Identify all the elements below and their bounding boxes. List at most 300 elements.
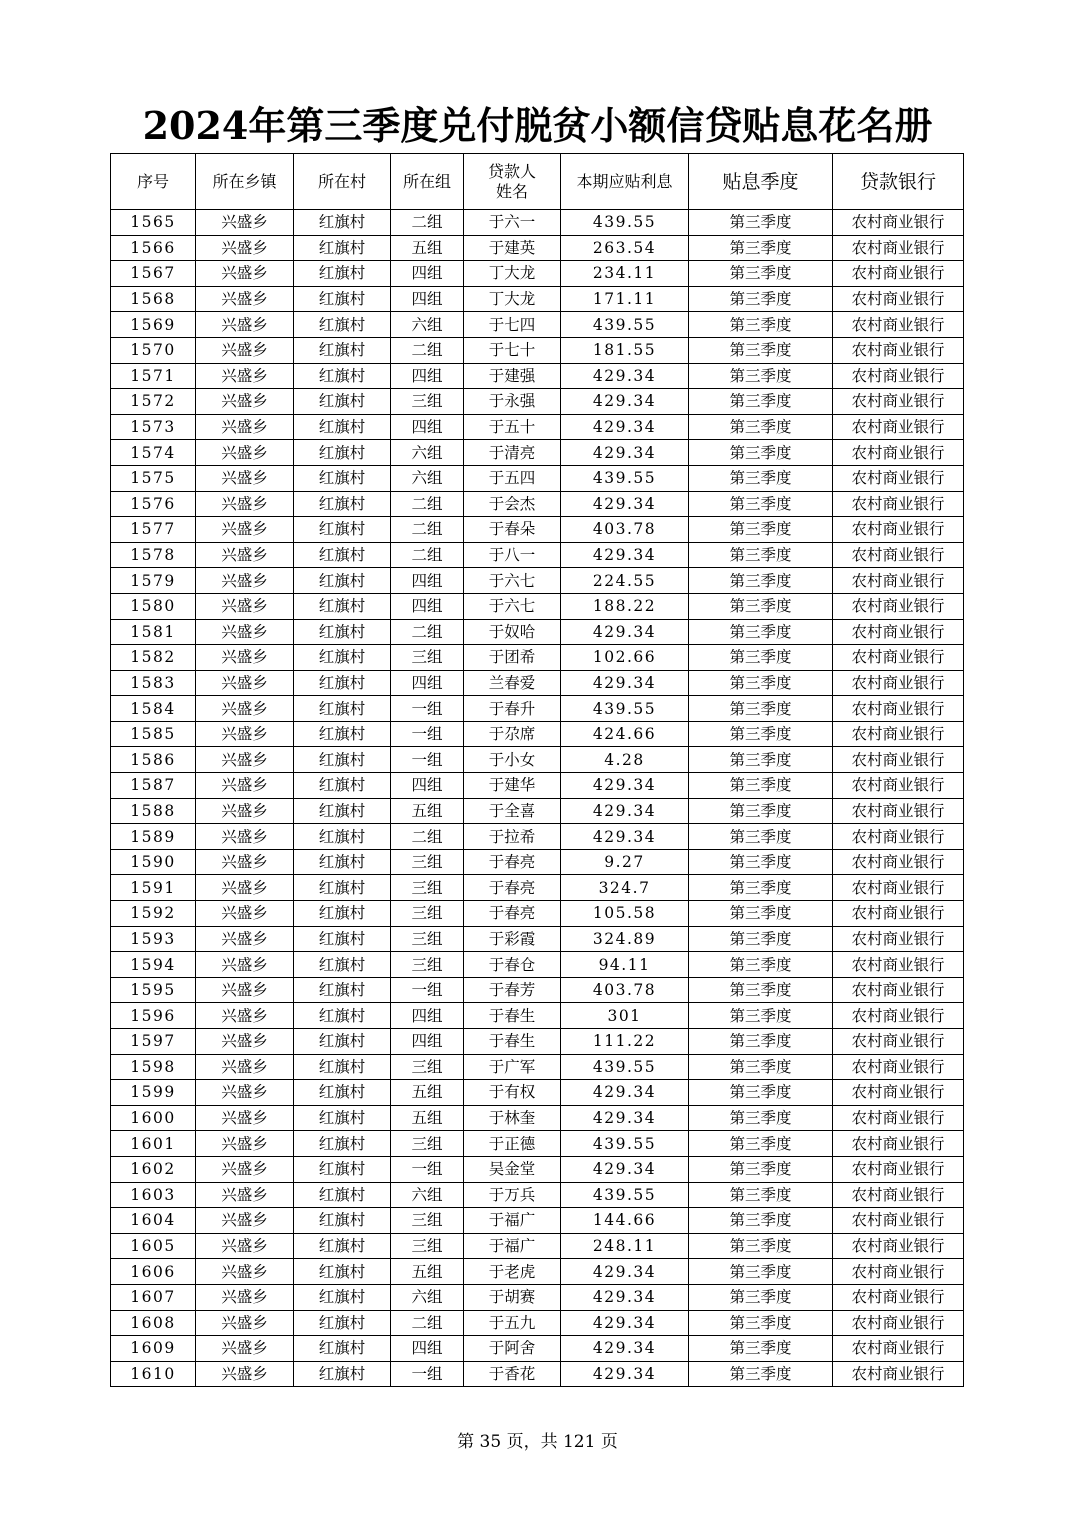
group-cell: 一组 (391, 1361, 464, 1387)
table-row (111, 1080, 964, 1106)
seq-cell: 1587 (111, 773, 196, 799)
borrower-name-cell: 于团希 (464, 645, 561, 671)
group-cell: 四组 (391, 1003, 464, 1029)
township-cell: 兴盛乡 (196, 1080, 294, 1106)
quarter-cell: 第三季度 (689, 261, 833, 287)
bank-cell: 农村商业银行 (833, 1029, 964, 1055)
roster-table (110, 153, 964, 1387)
quarter-cell: 第三季度 (689, 1054, 833, 1080)
bank-cell: 农村商业银行 (833, 210, 964, 236)
seq-cell: 1601 (111, 1131, 196, 1157)
borrower-name-cell: 于五四 (464, 465, 561, 491)
quarter-cell: 第三季度 (689, 312, 833, 338)
borrower-name-cell: 于福广 (464, 1208, 561, 1234)
bank-cell: 农村商业银行 (833, 1182, 964, 1208)
table-row (111, 977, 964, 1003)
village-cell: 红旗村 (294, 1131, 391, 1157)
group-cell: 二组 (391, 517, 464, 543)
bank-cell: 农村商业银行 (833, 1131, 964, 1157)
township-cell: 兴盛乡 (196, 312, 294, 338)
village-cell: 红旗村 (294, 1336, 391, 1362)
table-row (111, 1054, 964, 1080)
interest-cell: 439.55 (561, 1182, 689, 1208)
quarter-cell: 第三季度 (689, 414, 833, 440)
bank-cell: 农村商业银行 (833, 312, 964, 338)
bank-cell: 农村商业银行 (833, 568, 964, 594)
bank-cell: 农村商业银行 (833, 389, 964, 415)
township-cell: 兴盛乡 (196, 542, 294, 568)
group-cell: 三组 (391, 1131, 464, 1157)
village-cell: 红旗村 (294, 235, 391, 261)
seq-cell: 1604 (111, 1208, 196, 1234)
bank-cell: 农村商业银行 (833, 542, 964, 568)
table-row (111, 389, 964, 415)
quarter-cell: 第三季度 (689, 517, 833, 543)
quarter-cell: 第三季度 (689, 747, 833, 773)
borrower-name-cell: 于春仓 (464, 952, 561, 978)
township-cell: 兴盛乡 (196, 824, 294, 850)
seq-cell: 1597 (111, 1029, 196, 1055)
borrower-name-cell: 于香花 (464, 1361, 561, 1387)
interest-cell: 429.34 (561, 363, 689, 389)
group-cell: 二组 (391, 491, 464, 517)
group-cell: 四组 (391, 593, 464, 619)
bank-cell: 农村商业银行 (833, 593, 964, 619)
bank-cell: 农村商业银行 (833, 1284, 964, 1310)
township-cell: 兴盛乡 (196, 798, 294, 824)
interest-cell: 188.22 (561, 593, 689, 619)
bank-cell: 农村商业银行 (833, 286, 964, 312)
bank-cell: 农村商业银行 (833, 1003, 964, 1029)
table-row (111, 210, 964, 236)
borrower-name-cell: 于全喜 (464, 798, 561, 824)
township-cell: 兴盛乡 (196, 619, 294, 645)
group-cell: 三组 (391, 1054, 464, 1080)
group-cell: 五组 (391, 1080, 464, 1106)
township-cell: 兴盛乡 (196, 977, 294, 1003)
group-cell: 三组 (391, 901, 464, 927)
village-cell: 红旗村 (294, 1284, 391, 1310)
seq-cell: 1594 (111, 952, 196, 978)
seq-cell: 1590 (111, 849, 196, 875)
interest-cell: 429.34 (561, 619, 689, 645)
group-cell: 四组 (391, 286, 464, 312)
seq-cell: 1585 (111, 721, 196, 747)
seq-cell: 1572 (111, 389, 196, 415)
table-row (111, 824, 964, 850)
group-cell: 四组 (391, 414, 464, 440)
village-cell: 红旗村 (294, 773, 391, 799)
quarter-cell: 第三季度 (689, 952, 833, 978)
borrower-name-cell: 于万兵 (464, 1182, 561, 1208)
interest-cell: 111.22 (561, 1029, 689, 1055)
seq-cell: 1566 (111, 235, 196, 261)
borrower-name-cell: 于胡赛 (464, 1284, 561, 1310)
page-title: 2024年第三季度兑付脱贫小额信贷贴息花名册 (142, 103, 933, 148)
bank-cell: 农村商业银行 (833, 465, 964, 491)
borrower-name-cell: 于清亮 (464, 440, 561, 466)
group-cell: 二组 (391, 1310, 464, 1336)
village-cell: 红旗村 (294, 210, 391, 236)
seq-cell: 1589 (111, 824, 196, 850)
interest-cell: 429.34 (561, 389, 689, 415)
village-cell: 红旗村 (294, 465, 391, 491)
township-cell: 兴盛乡 (196, 696, 294, 722)
interest-cell: 429.34 (561, 440, 689, 466)
seq-cell: 1570 (111, 337, 196, 363)
village-cell: 红旗村 (294, 1182, 391, 1208)
borrower-name-cell: 于正德 (464, 1131, 561, 1157)
village-cell: 红旗村 (294, 491, 391, 517)
quarter-cell: 第三季度 (689, 977, 833, 1003)
village-cell: 红旗村 (294, 849, 391, 875)
seq-cell: 1609 (111, 1336, 196, 1362)
bank-cell: 农村商业银行 (833, 747, 964, 773)
borrower-name-cell: 于会杰 (464, 491, 561, 517)
village-cell: 红旗村 (294, 593, 391, 619)
seq-cell: 1584 (111, 696, 196, 722)
borrower-name-cell: 于五十 (464, 414, 561, 440)
table-row (111, 747, 964, 773)
interest-cell: 429.34 (561, 773, 689, 799)
bank-cell: 农村商业银行 (833, 440, 964, 466)
quarter-cell: 第三季度 (689, 1336, 833, 1362)
village-cell: 红旗村 (294, 875, 391, 901)
table-row (111, 568, 964, 594)
group-cell: 三组 (391, 926, 464, 952)
bank-cell: 农村商业银行 (833, 645, 964, 671)
seq-cell: 1607 (111, 1284, 196, 1310)
township-cell: 兴盛乡 (196, 1182, 294, 1208)
village-cell: 红旗村 (294, 542, 391, 568)
table-row (111, 1156, 964, 1182)
bank-cell: 农村商业银行 (833, 849, 964, 875)
interest-cell: 324.89 (561, 926, 689, 952)
interest-cell: 439.55 (561, 210, 689, 236)
quarter-cell: 第三季度 (689, 286, 833, 312)
quarter-cell: 第三季度 (689, 773, 833, 799)
quarter-cell: 第三季度 (689, 645, 833, 671)
group-cell: 四组 (391, 363, 464, 389)
column-header-seq: 序号 (111, 154, 196, 210)
quarter-cell: 第三季度 (689, 926, 833, 952)
table-row (111, 670, 964, 696)
quarter-cell: 第三季度 (689, 337, 833, 363)
table-row (111, 1029, 964, 1055)
quarter-cell: 第三季度 (689, 721, 833, 747)
township-cell: 兴盛乡 (196, 568, 294, 594)
village-cell: 红旗村 (294, 1003, 391, 1029)
borrower-name-cell: 于五九 (464, 1310, 561, 1336)
interest-cell: 263.54 (561, 235, 689, 261)
table-body (111, 210, 964, 1387)
group-cell: 二组 (391, 619, 464, 645)
table-row (111, 542, 964, 568)
borrower-name-cell: 于春升 (464, 696, 561, 722)
seq-cell: 1595 (111, 977, 196, 1003)
interest-cell: 429.34 (561, 1336, 689, 1362)
quarter-cell: 第三季度 (689, 1105, 833, 1131)
seq-cell: 1591 (111, 875, 196, 901)
seq-cell: 1580 (111, 593, 196, 619)
group-cell: 四组 (391, 1029, 464, 1055)
township-cell: 兴盛乡 (196, 1208, 294, 1234)
seq-cell: 1608 (111, 1310, 196, 1336)
quarter-cell: 第三季度 (689, 363, 833, 389)
table-row (111, 261, 964, 287)
quarter-cell: 第三季度 (689, 465, 833, 491)
group-cell: 六组 (391, 1182, 464, 1208)
interest-cell: 102.66 (561, 645, 689, 671)
township-cell: 兴盛乡 (196, 952, 294, 978)
table-row (111, 721, 964, 747)
borrower-name-cell: 于广军 (464, 1054, 561, 1080)
interest-cell: 94.11 (561, 952, 689, 978)
page-footer: 第 35 页，共 121 页 (457, 1432, 618, 1452)
interest-cell: 439.55 (561, 465, 689, 491)
interest-cell: 429.34 (561, 670, 689, 696)
quarter-cell: 第三季度 (689, 210, 833, 236)
borrower-name-cell: 于七四 (464, 312, 561, 338)
group-cell: 三组 (391, 1208, 464, 1234)
bank-cell: 农村商业银行 (833, 798, 964, 824)
township-cell: 兴盛乡 (196, 773, 294, 799)
interest-cell: 424.66 (561, 721, 689, 747)
village-cell: 红旗村 (294, 696, 391, 722)
borrower-name-cell: 于春朵 (464, 517, 561, 543)
seq-cell: 1596 (111, 1003, 196, 1029)
township-cell: 兴盛乡 (196, 414, 294, 440)
township-cell: 兴盛乡 (196, 235, 294, 261)
borrower-name-cell: 于六七 (464, 568, 561, 594)
village-cell: 红旗村 (294, 389, 391, 415)
bank-cell: 农村商业银行 (833, 926, 964, 952)
interest-cell: 234.11 (561, 261, 689, 287)
table-row (111, 1003, 964, 1029)
seq-cell: 1598 (111, 1054, 196, 1080)
village-cell: 红旗村 (294, 721, 391, 747)
township-cell: 兴盛乡 (196, 926, 294, 952)
interest-cell: 301 (561, 1003, 689, 1029)
seq-cell: 1586 (111, 747, 196, 773)
township-cell: 兴盛乡 (196, 1105, 294, 1131)
borrower-name-cell: 于小女 (464, 747, 561, 773)
township-cell: 兴盛乡 (196, 1156, 294, 1182)
group-cell: 三组 (391, 952, 464, 978)
group-cell: 五组 (391, 1259, 464, 1285)
column-header-township: 所在乡镇 (196, 154, 294, 210)
borrower-name-cell: 于六七 (464, 593, 561, 619)
township-cell: 兴盛乡 (196, 286, 294, 312)
village-cell: 红旗村 (294, 645, 391, 671)
township-cell: 兴盛乡 (196, 721, 294, 747)
group-cell: 四组 (391, 670, 464, 696)
table-row (111, 901, 964, 927)
bank-cell: 农村商业银行 (833, 721, 964, 747)
interest-cell: 4.28 (561, 747, 689, 773)
borrower-name-cell: 于七十 (464, 337, 561, 363)
township-cell: 兴盛乡 (196, 440, 294, 466)
township-cell: 兴盛乡 (196, 1361, 294, 1387)
bank-cell: 农村商业银行 (833, 517, 964, 543)
table-row (111, 1259, 964, 1285)
table-row (111, 619, 964, 645)
seq-cell: 1581 (111, 619, 196, 645)
interest-cell: 429.34 (561, 542, 689, 568)
interest-cell: 439.55 (561, 696, 689, 722)
village-cell: 红旗村 (294, 440, 391, 466)
borrower-name-cell: 于阿舍 (464, 1336, 561, 1362)
bank-cell: 农村商业银行 (833, 1259, 964, 1285)
table-row (111, 645, 964, 671)
township-cell: 兴盛乡 (196, 517, 294, 543)
table-row (111, 517, 964, 543)
quarter-cell: 第三季度 (689, 849, 833, 875)
interest-cell: 429.34 (561, 798, 689, 824)
interest-cell: 324.7 (561, 875, 689, 901)
borrower-name-cell: 于老虎 (464, 1259, 561, 1285)
village-cell: 红旗村 (294, 952, 391, 978)
bank-cell: 农村商业银行 (833, 1361, 964, 1387)
group-cell: 三组 (391, 389, 464, 415)
borrower-name-cell: 于尕席 (464, 721, 561, 747)
group-cell: 四组 (391, 568, 464, 594)
township-cell: 兴盛乡 (196, 491, 294, 517)
seq-cell: 1569 (111, 312, 196, 338)
township-cell: 兴盛乡 (196, 875, 294, 901)
table-row (111, 593, 964, 619)
group-cell: 六组 (391, 312, 464, 338)
group-cell: 三组 (391, 875, 464, 901)
village-cell: 红旗村 (294, 1208, 391, 1234)
village-cell: 红旗村 (294, 670, 391, 696)
table-row (111, 1336, 964, 1362)
quarter-cell: 第三季度 (689, 619, 833, 645)
quarter-cell: 第三季度 (689, 1131, 833, 1157)
group-cell: 二组 (391, 210, 464, 236)
village-cell: 红旗村 (294, 568, 391, 594)
table-row (111, 1105, 964, 1131)
quarter-cell: 第三季度 (689, 491, 833, 517)
bank-cell: 农村商业银行 (833, 1233, 964, 1259)
interest-cell: 429.34 (561, 1310, 689, 1336)
seq-cell: 1593 (111, 926, 196, 952)
column-header-bank: 贷款银行 (833, 154, 964, 210)
interest-cell: 403.78 (561, 517, 689, 543)
seq-cell: 1568 (111, 286, 196, 312)
village-cell: 红旗村 (294, 619, 391, 645)
village-cell: 红旗村 (294, 1054, 391, 1080)
interest-cell: 439.55 (561, 1054, 689, 1080)
borrower-name-cell: 于福广 (464, 1233, 561, 1259)
bank-cell: 农村商业银行 (833, 619, 964, 645)
township-cell: 兴盛乡 (196, 593, 294, 619)
township-cell: 兴盛乡 (196, 363, 294, 389)
bank-cell: 农村商业银行 (833, 414, 964, 440)
township-cell: 兴盛乡 (196, 670, 294, 696)
group-cell: 一组 (391, 1156, 464, 1182)
seq-cell: 1583 (111, 670, 196, 696)
interest-cell: 171.11 (561, 286, 689, 312)
interest-cell: 403.78 (561, 977, 689, 1003)
interest-cell: 429.34 (561, 1105, 689, 1131)
seq-cell: 1577 (111, 517, 196, 543)
group-cell: 一组 (391, 747, 464, 773)
group-cell: 三组 (391, 849, 464, 875)
township-cell: 兴盛乡 (196, 465, 294, 491)
bank-cell: 农村商业银行 (833, 1105, 964, 1131)
quarter-cell: 第三季度 (689, 1284, 833, 1310)
village-cell: 红旗村 (294, 1029, 391, 1055)
interest-cell: 429.34 (561, 1259, 689, 1285)
seq-cell: 1599 (111, 1080, 196, 1106)
township-cell: 兴盛乡 (196, 1131, 294, 1157)
table-row (111, 235, 964, 261)
borrower-name-cell: 丁大龙 (464, 261, 561, 287)
group-cell: 二组 (391, 824, 464, 850)
borrower-name-cell: 于六一 (464, 210, 561, 236)
column-header-quarter: 贴息季度 (689, 154, 833, 210)
quarter-cell: 第三季度 (689, 568, 833, 594)
seq-cell: 1610 (111, 1361, 196, 1387)
interest-cell: 248.11 (561, 1233, 689, 1259)
interest-cell: 181.55 (561, 337, 689, 363)
quarter-cell: 第三季度 (689, 1182, 833, 1208)
bank-cell: 农村商业银行 (833, 337, 964, 363)
seq-cell: 1579 (111, 568, 196, 594)
bank-cell: 农村商业银行 (833, 261, 964, 287)
table-row (111, 440, 964, 466)
interest-cell: 429.34 (561, 491, 689, 517)
borrower-name-cell: 于奴哈 (464, 619, 561, 645)
quarter-cell: 第三季度 (689, 1208, 833, 1234)
group-cell: 五组 (391, 798, 464, 824)
quarter-cell: 第三季度 (689, 440, 833, 466)
quarter-cell: 第三季度 (689, 1310, 833, 1336)
table-row (111, 363, 964, 389)
table-row (111, 773, 964, 799)
borrower-name-cell: 于建强 (464, 363, 561, 389)
borrower-name-cell: 于春生 (464, 1003, 561, 1029)
village-cell: 红旗村 (294, 1361, 391, 1387)
seq-cell: 1606 (111, 1259, 196, 1285)
borrower-name-cell: 于永强 (464, 389, 561, 415)
township-cell: 兴盛乡 (196, 645, 294, 671)
quarter-cell: 第三季度 (689, 824, 833, 850)
bank-cell: 农村商业银行 (833, 1208, 964, 1234)
quarter-cell: 第三季度 (689, 542, 833, 568)
quarter-cell: 第三季度 (689, 1156, 833, 1182)
village-cell: 红旗村 (294, 1310, 391, 1336)
table-row (111, 1182, 964, 1208)
village-cell: 红旗村 (294, 414, 391, 440)
seq-cell: 1567 (111, 261, 196, 287)
bank-cell: 农村商业银行 (833, 977, 964, 1003)
quarter-cell: 第三季度 (689, 593, 833, 619)
township-cell: 兴盛乡 (196, 261, 294, 287)
bank-cell: 农村商业银行 (833, 875, 964, 901)
quarter-cell: 第三季度 (689, 670, 833, 696)
quarter-cell: 第三季度 (689, 798, 833, 824)
seq-cell: 1602 (111, 1156, 196, 1182)
seq-cell: 1600 (111, 1105, 196, 1131)
group-cell: 五组 (391, 1105, 464, 1131)
village-cell: 红旗村 (294, 977, 391, 1003)
village-cell: 红旗村 (294, 363, 391, 389)
table-row (111, 312, 964, 338)
township-cell: 兴盛乡 (196, 1054, 294, 1080)
village-cell: 红旗村 (294, 1105, 391, 1131)
